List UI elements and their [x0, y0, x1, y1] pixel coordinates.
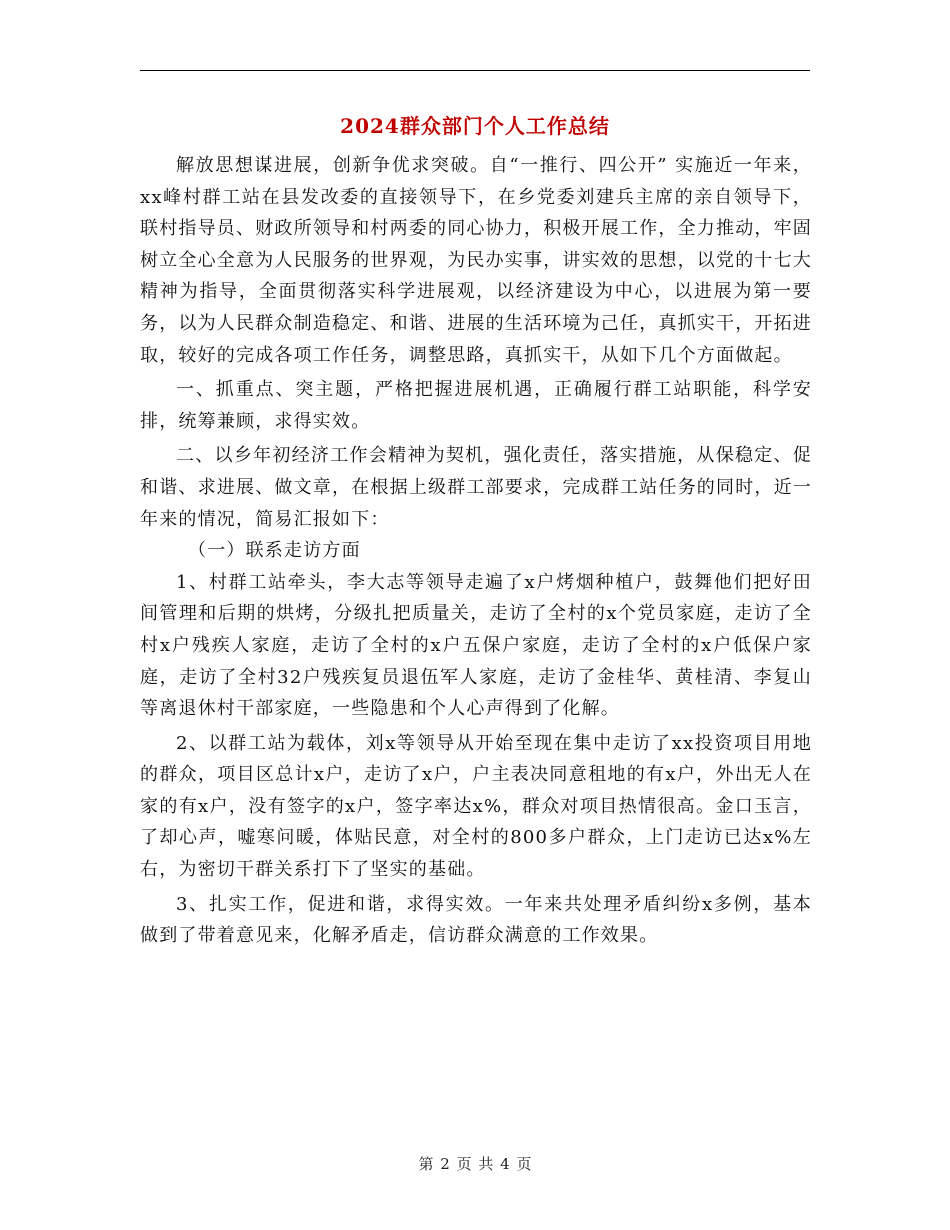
- section-one-paragraph: 一、抓重点、突主题，严格把握进展机遇，正确履行群工站职能，科学安排，统筹兼顾，求得实效。: [140, 379, 812, 432]
- intro-paragraph: 解放思想谋进展，创新争优求突破。自“一推行、四公开” 实施近一年来，xx峰村群工站在县发改委的直接领导下，在乡党委刘建兵主席的亲自领导下，联村指导员、财政所领导和村两委的同心协力，积极开展工作，全力推动，牢固树立全心全意为人民服务的世界观，为民办实事，讲实效的思想，以党的十七大精神为指导，全面贯彻落实科学进展观，以经济建设为中心，以进展为第一要务，以为人民群众制造稳定、和谐、进展的生活环境为己任，真抓实干，开拓进取，较好的完成各项工作任务，调整思路，真抓实干，从如下几个方面做起。: [140, 155, 812, 366]
- header-rule: [140, 70, 810, 71]
- item-paragraph-3: 3、扎实工作，促进和谐，求得实效。一年来共处理矛盾纠纷x多例，基本做到了带着意见来，化解矛盾走，信访群众满意的工作效果。: [140, 893, 812, 947]
- document-body: [140, 150, 812, 952]
- document-title: 2024群众部门个人工作总结: [340, 114, 610, 138]
- page-number: 第 2 页 共 4 页: [418, 1155, 532, 1173]
- item-paragraph-1: 1、村群工站牵头，李大志等领导走遍了x户烤烟种植户，鼓舞他们把好田间管理和后期的烘烤，分级扎把质量关，走访了全村的x个党员家庭，走访了全村x户残疾人家庭，走访了全村的x户五保户家庭，走访了全村的x户低保户家庭，走访了全村32户残疾复员退伍军人家庭，走访了金桂华、黄桂清、李复山等离退休村干部家庭，一些隐患和个人心声得到了化解。: [140, 571, 812, 720]
- section-two-paragraph: 二、以乡年初经济工作会精神为契机，强化责任，落实措施，从保稳定、促和谐、求进展、做文章，在根据上级群工部要求，完成群工站任务的同时，近一年来的情况，简易汇报如下：: [140, 445, 812, 530]
- subheading-visits: （一）联系走访方面: [188, 540, 361, 562]
- item-paragraph-2: 2、以群工站为载体，刘x等领导从开始至现在集中走访了xx投资项目用地的群众，项目区总计x户，走访了x户，户主表决同意租地的有x户，外出无人在家的有x户，没有签字的x户，签字率达x%，群众对项目热情很高。金口玉言，了却心声，嘘寒问暖，体贴民意，对全村的800多户群众，上门走访已达x%左右，为密切干群关系打下了坚实的基础。: [140, 732, 812, 881]
